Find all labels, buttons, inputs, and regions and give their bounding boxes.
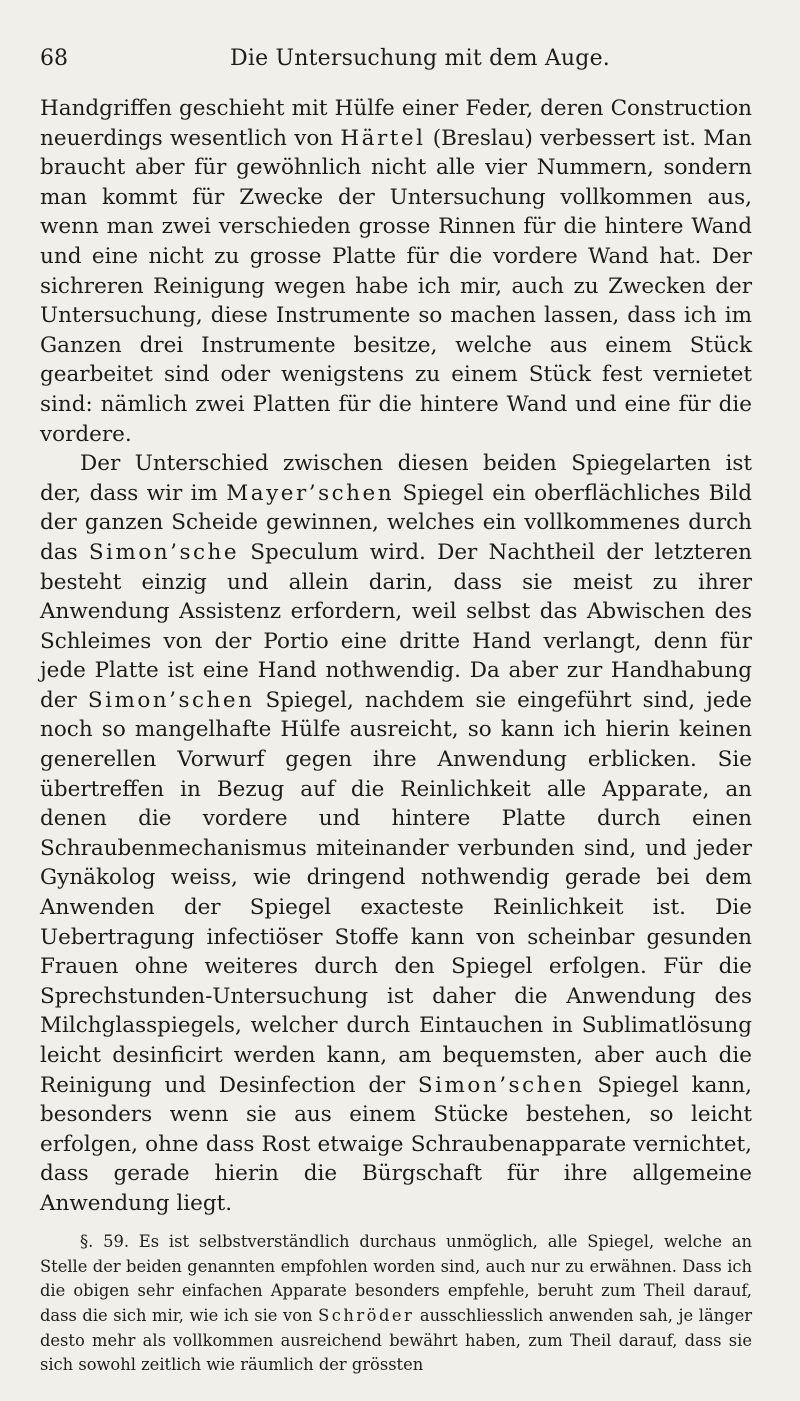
paragraph-2-text-e: Spiegel kann, besonders wenn sie aus einem Stücke bestehen, so leicht erfolgen, ohne dass Rost etwaige Schraubenapparate vernichtet, dass gerade hierin die Bürgschaft für ihre allgemeine Anwendung liegt.: [40, 1072, 752, 1216]
paragraph-2-text-a: Der Unterschied zwischen diesen beiden Spiegelarten ist der, dass wir im: [40, 451, 752, 506]
paragraph-2-text-d: Spiegel, nachdem sie eingeführt sind, jede noch so mangelhafte Hülfe ausreicht, so kann ich hierin keinen generellen Vorwurf gegen ihre Anwendung erblicken. Sie übertreffen in Bezug auf die Reinlichkeit alle Apparate, an denen die vordere und hintere Platte durch einen Schraubenmechanismus miteinander verbunden sind, und jeder Gynäkolog weiss, wie dringend nothwendig gerade bei dem Anwenden der Spiegel exacteste Reinlichkeit ist. Die Uebertragung infectiöser Stoffe kann von scheinbar gesunden Frauen ohne weiteres durch den Spiegel erfolgen. Für die Sprechstunden-Untersuchung ist daher die Anwendung des Milchglasspiegels, welcher durch Eintauchen in Sublimatlösung leicht desinficirt werden kann, am bequemsten, aber auch die Reinigung und Desinfection der: [40, 687, 752, 1098]
name-simon-2: Simon’schen: [87, 687, 255, 713]
footnote-paragraph: [40, 1230, 752, 1378]
paragraph-2: [40, 449, 752, 1218]
page-header: [40, 46, 760, 80]
paragraph-1: [40, 94, 752, 449]
paragraph-1-text-a: Handgriffen geschieht mit Hülfe einer Feder, deren Construction neuerdings wesentlich von: [40, 96, 752, 151]
name-simon-3: Simon’schen: [417, 1072, 585, 1098]
footnote-text-a: §. 59. Es ist selbstverständlich durchaus unmöglich, alle Spiegel, welche an Stelle der beiden genannten empfohlen worden sind, auch nur zu erwähnen. Dass ich die obigen sehr einfachen Apparate besonders empfehle, beruht zum Theil darauf, dass die sich mir, wie ich sie von: [40, 1232, 752, 1326]
name-haertel: Härtel: [340, 125, 426, 151]
name-schroeder: Schröder: [318, 1306, 415, 1326]
footnote-text-b: ausschliesslich anwenden sah, je länger desto mehr als vollkommen ausreichend bewährt haben, zum Theil darauf, dass sie sich sowohl zeitlich wie räumlich der grössten: [40, 1306, 752, 1375]
page-number: 68: [40, 46, 68, 71]
paragraph-2-text-c: Speculum wird. Der Nachtheil der letzteren besteht einzig und allein darin, dass sie meist zu ihrer Anwendung Assistenz erfordern, weil selbst das Abwischen des Schleimes von der Portio eine dritte Hand verlangt, denn für jede Platte ist eine Hand nothwendig. Da aber zur Handhabung der: [40, 539, 752, 713]
paragraph-2-text-b: Spiegel ein oberflächliches Bild der ganzen Scheide gewinnen, welches ein vollkommenes durch das: [40, 480, 752, 565]
body-text: [40, 94, 752, 1219]
name-simon-1: Simon’sche: [88, 539, 240, 565]
running-head: Die Untersuchung mit dem Auge.: [230, 46, 610, 71]
paragraph-1-text-b: (Breslau) verbessert ist. Man braucht aber für gewöhnlich nicht alle vier Nummern, sondern man kommt für Zwecke der Untersuchung vollkommen aus, wenn man zwei verschieden grosse Rinnen für die hintere Wand und eine nicht zu grosse Platte für die vordere Wand hat. Der sichreren Reinigung wegen habe ich mir, auch zu Zwecken der Untersuchung, diese Instrumente so machen lassen, dass ich im Ganzen drei Instrumente besitze, welche aus einem Stück gearbeitet sind oder wenigstens zu einem Stück fest vernietet sind: nämlich zwei Platten für die hintere Wand und eine für die vordere.: [40, 125, 752, 447]
name-mayer: Mayer’schen: [226, 480, 395, 506]
